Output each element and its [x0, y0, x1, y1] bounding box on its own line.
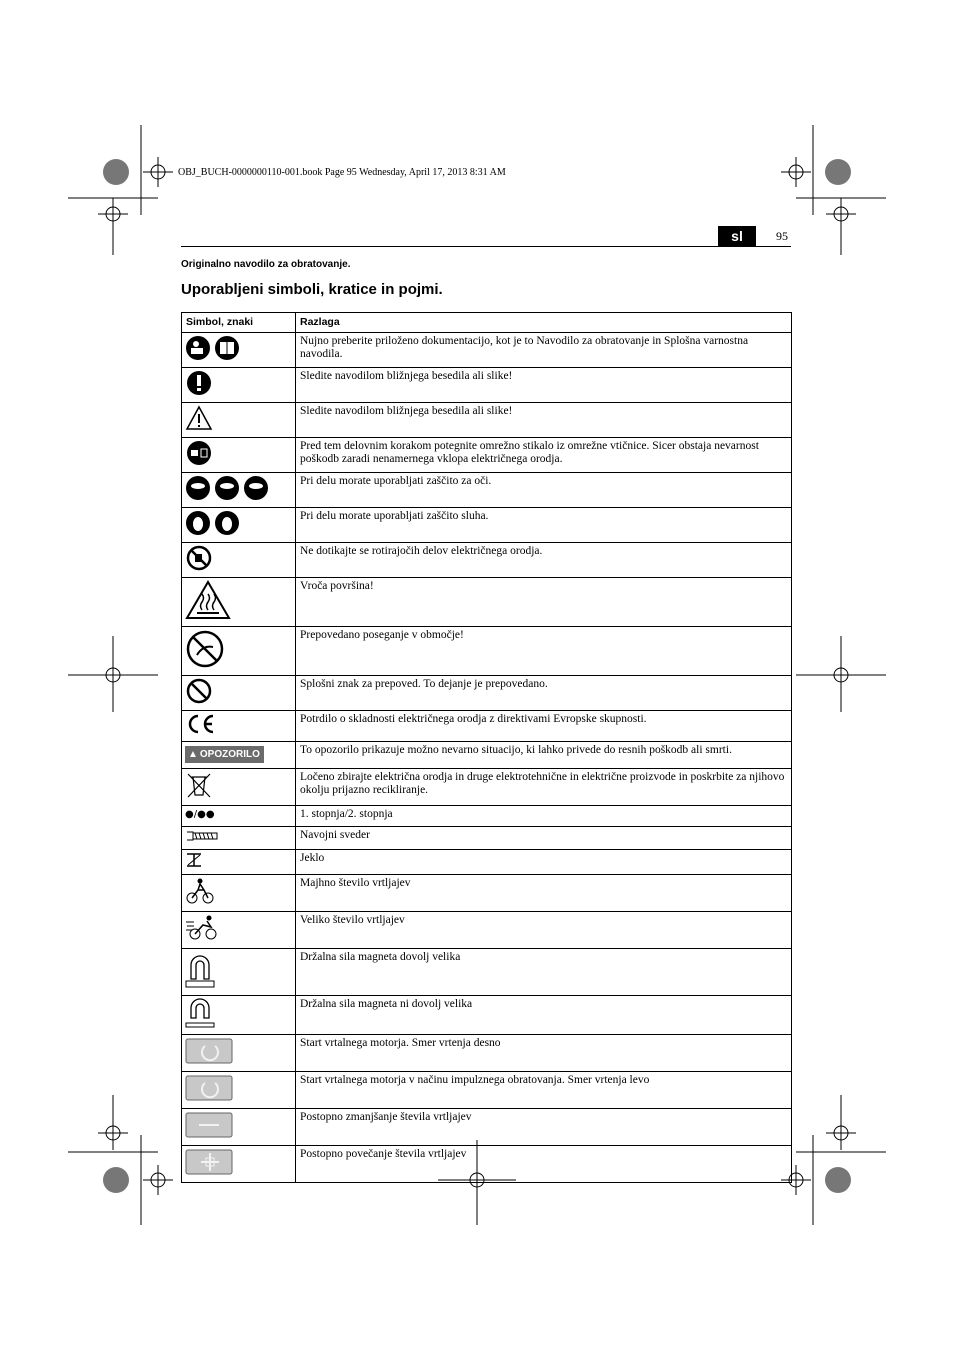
- section-heading: Uporabljeni simboli, kratice in pojmi.: [181, 281, 443, 298]
- ear-protection-icon: [185, 510, 241, 536]
- table-row: [182, 1146, 792, 1183]
- table-row: [182, 912, 792, 949]
- row-text: Potrdilo o skladnosti električnega orodja z direktivami Evropske skupnosti.: [296, 711, 792, 742]
- row-text: Start vrtalnega motorja. Smer vrtenja desno: [296, 1035, 792, 1072]
- row-text: Držalna sila magneta dovolj velika: [296, 949, 792, 996]
- row-text: Start vrtalnega motorja v načinu impulznega obratovanja. Smer vrtenja levo: [296, 1072, 792, 1109]
- header-rule: [181, 246, 791, 247]
- twist-drill-icon: [185, 829, 219, 843]
- table-header-row: [182, 313, 792, 333]
- table-row: [182, 875, 792, 912]
- warning-badge-label: OPOZORILO: [199, 749, 260, 760]
- row-text: Ločeno zbirajte električna orodja in druge elektrotehnične in električne proizvode in poskrbite za njihovo okolju prijazno recikliranje.: [296, 769, 792, 806]
- column-header-symbol: Simbol, znaki: [182, 313, 296, 333]
- table-row: [182, 627, 792, 676]
- book-file-info: OBJ_BUCH-0000000110-001.book Page 95 Wednesday, April 17, 2013 8:31 AM: [178, 167, 506, 178]
- table-row: [182, 473, 792, 508]
- column-header-meaning: Razlaga: [296, 313, 792, 333]
- row-text: Prepovedano poseganje v območje!: [296, 627, 792, 676]
- slow-cyclist-icon: [185, 877, 215, 905]
- plus-button-icon: [185, 1148, 235, 1176]
- table-row: [182, 403, 792, 438]
- row-text: 1. stopnja/2. stopnja: [296, 806, 792, 827]
- table-row: [182, 850, 792, 875]
- row-text: Majhno število vrtljajev: [296, 875, 792, 912]
- no-reaching-in-icon: [185, 629, 225, 669]
- hot-surface-icon: [185, 580, 231, 620]
- row-text: Držalna sila magneta ni dovolj velika: [296, 996, 792, 1035]
- ce-mark-icon: [185, 713, 217, 735]
- minus-button-icon: [185, 1111, 235, 1139]
- row-text: Vroča površina!: [296, 578, 792, 627]
- row-text: Nujno preberite priloženo dokumentacijo, kot je to Navodilo za obratovanje in Splošna varnostna navodila.: [296, 333, 792, 368]
- row-text: Postopno povečanje števila vrtljajev: [296, 1146, 792, 1183]
- row-text: Sledite navodilom bližnjega besedila ali slike!: [296, 403, 792, 438]
- prohibition-icon: [185, 678, 213, 704]
- table-row: [182, 333, 792, 368]
- eye-protection-icon: [185, 475, 269, 501]
- page-number: 95: [776, 229, 788, 243]
- table-row: [182, 711, 792, 742]
- fast-cyclist-icon: [185, 914, 219, 942]
- row-text: Jeklo: [296, 850, 792, 875]
- stage-dots: ●/●●: [182, 806, 296, 827]
- warning-triangle-icon: [185, 405, 213, 431]
- table-row: [182, 742, 792, 769]
- warning-badge: [185, 746, 264, 763]
- magnet-ok-icon: [185, 951, 215, 989]
- row-text: Pri delu morate uporabljati zaščito za oči.: [296, 473, 792, 508]
- weee-bin-icon: [185, 771, 213, 799]
- rotate-left-button-icon: [185, 1074, 235, 1102]
- unplug-mains-icon: [185, 440, 213, 466]
- table-row: [182, 1035, 792, 1072]
- mandatory-exclamation-icon: [185, 370, 213, 396]
- row-text: Postopno zmanjšanje števila vrtljajev: [296, 1109, 792, 1146]
- read-manual-icon: [185, 335, 241, 361]
- table-row: [182, 676, 792, 711]
- row-text: Pred tem delovnim korakom potegnite omrežno stikalo iz omrežne vtičnice. Sicer obstaja nevarnost poškodb zaradi nenamernega vklopa električnega orodja.: [296, 438, 792, 473]
- table-row: [182, 1072, 792, 1109]
- rotate-right-button-icon: [185, 1037, 235, 1065]
- table-row: [182, 368, 792, 403]
- table-row: [182, 543, 792, 578]
- table-row: [182, 1109, 792, 1146]
- magnet-weak-icon: [185, 998, 215, 1028]
- row-text: Splošni znak za prepoved. To dejanje je prepovedano.: [296, 676, 792, 711]
- document-title: Originalno navodilo za obratovanje.: [181, 259, 351, 270]
- table-row: [182, 827, 792, 850]
- row-text: Sledite navodilom bližnjega besedila ali slike!: [296, 368, 792, 403]
- row-text: To opozorilo prikazuje možno nevarno situacijo, ki lahko privede do resnih poškodb ali smrti.: [296, 742, 792, 769]
- table-row: [182, 806, 792, 827]
- table-row: [182, 996, 792, 1035]
- table-row: [182, 769, 792, 806]
- row-text: Pri delu morate uporabljati zaščito sluha.: [296, 508, 792, 543]
- table-row: [182, 578, 792, 627]
- row-text: Navojni sveder: [296, 827, 792, 850]
- language-tab: sl: [718, 226, 756, 246]
- table-row: [182, 438, 792, 473]
- row-text: Ne dotikajte se rotirajočih delov električnega orodja.: [296, 543, 792, 578]
- symbols-table: [181, 312, 792, 1183]
- row-text: Veliko število vrtljajev: [296, 912, 792, 949]
- warning-triangle-icon: ▲: [188, 749, 198, 760]
- no-touch-rotating-icon: [185, 545, 213, 571]
- steel-beam-icon: [185, 852, 203, 868]
- table-row: [182, 508, 792, 543]
- table-row: [182, 949, 792, 996]
